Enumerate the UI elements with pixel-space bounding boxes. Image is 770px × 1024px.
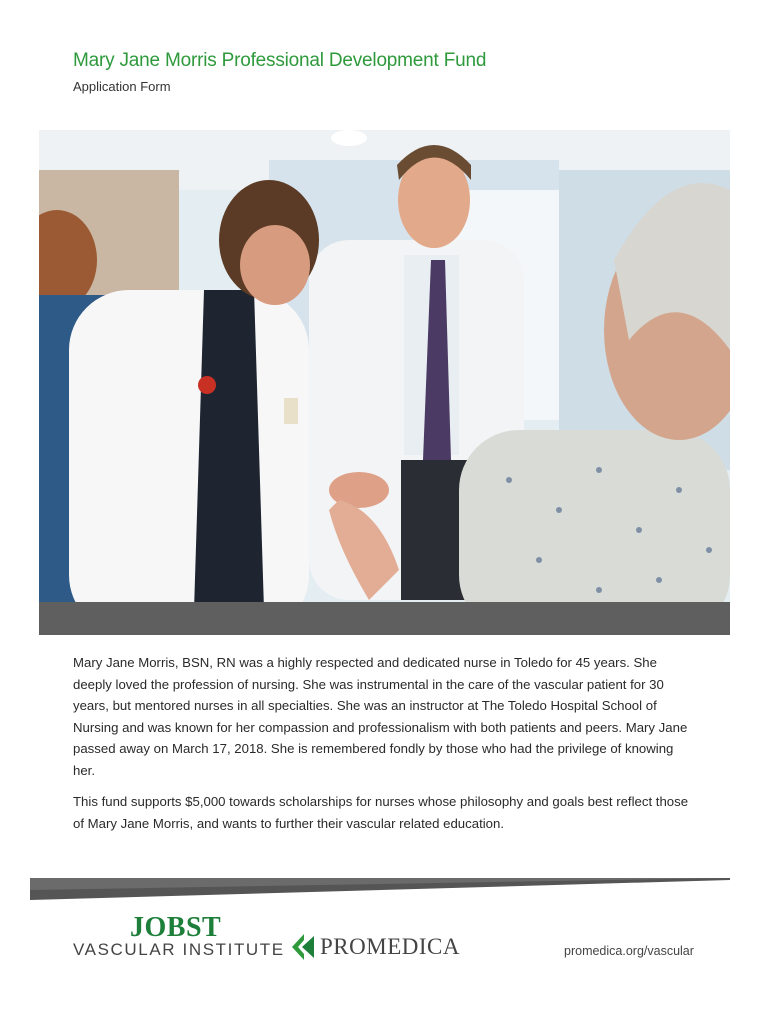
website-url: promedica.org/vascular xyxy=(564,944,694,958)
promedica-name: PROMEDICA xyxy=(320,934,460,959)
jobst-logo xyxy=(73,912,285,962)
jobst-name: JOBST xyxy=(130,912,222,943)
promedica-mark-icon xyxy=(290,932,316,962)
promedica-logo xyxy=(290,932,470,966)
jobst-subtitle: VASCULAR INSTITUTE xyxy=(73,940,285,959)
intro-paragraph: Mary Jane Morris, BSN, RN was a highly respected and dedicated nurse in Toledo for 45 years. She deeply loved the profession of nursing. She was instrumental in the care of the vascular patient for 30 years, but mentored nurses in all specialties. She was an instructor at The Toledo Hospital School of Nursing and was known for her compassion and professionalism with both patients and peers. Mary Jane passed away on March 17, 2018. She is remembered fondly by those who had the privilege of knowing her. xyxy=(73,655,688,778)
page-title: Mary Jane Morris Professional Development Fund xyxy=(73,50,487,71)
fund-paragraph: This fund supports $5,000 towards scholarships for nurses whose philosophy and goals best reflect those of Mary Jane Morris, and wants to further their vascular related education. xyxy=(73,794,689,831)
body-text xyxy=(73,652,693,844)
hero-photo xyxy=(39,130,730,635)
footer-band xyxy=(0,870,770,910)
page-subtitle: Application Form xyxy=(73,79,171,94)
